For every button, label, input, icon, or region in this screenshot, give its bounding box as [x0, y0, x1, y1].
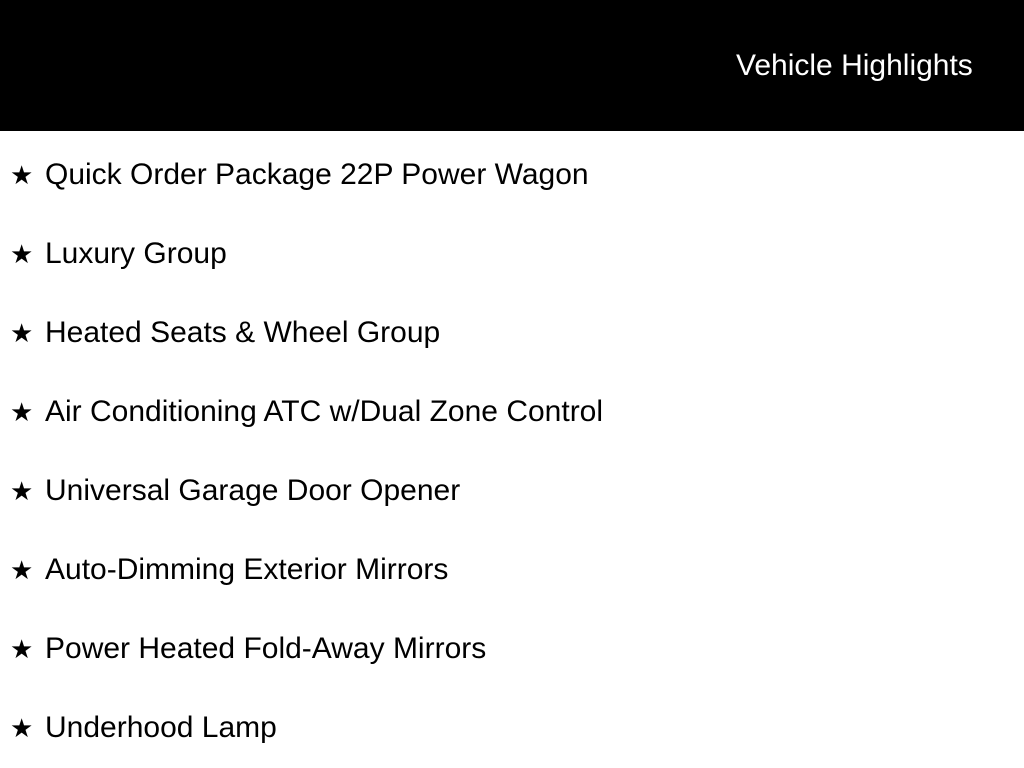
list-item	[10, 293, 1024, 372]
list-item-label: Heated Seats & Wheel Group	[45, 315, 441, 349]
star-icon: ★	[10, 554, 34, 585]
star-icon: ★	[10, 159, 34, 190]
list-item	[10, 135, 1024, 214]
list-item	[10, 372, 1024, 451]
list-item-label: Air Conditioning ATC w/Dual Zone Control	[45, 394, 604, 428]
star-icon: ★	[10, 633, 34, 664]
header-bar	[0, 0, 1024, 131]
list-item	[10, 451, 1024, 530]
list-item-label: Quick Order Package 22P Power Wagon	[45, 157, 589, 191]
star-icon: ★	[10, 396, 34, 427]
list-item	[10, 530, 1024, 609]
list-item-label: Power Heated Fold-Away Mirrors	[45, 631, 487, 665]
star-icon: ★	[10, 475, 34, 506]
list-item-label: Auto-Dimming Exterior Mirrors	[45, 552, 449, 586]
page-title: Vehicle Highlights	[736, 48, 973, 82]
list-item	[10, 688, 1024, 767]
list-item-label: Universal Garage Door Opener	[45, 473, 461, 507]
list-item-label: Underhood Lamp	[45, 710, 277, 744]
list-item	[10, 214, 1024, 293]
star-icon: ★	[10, 317, 34, 348]
star-icon: ★	[10, 712, 34, 743]
list-item-label: Luxury Group	[45, 236, 227, 270]
star-icon: ★	[10, 238, 34, 269]
highlights-list	[0, 131, 1024, 767]
list-item	[10, 609, 1024, 688]
